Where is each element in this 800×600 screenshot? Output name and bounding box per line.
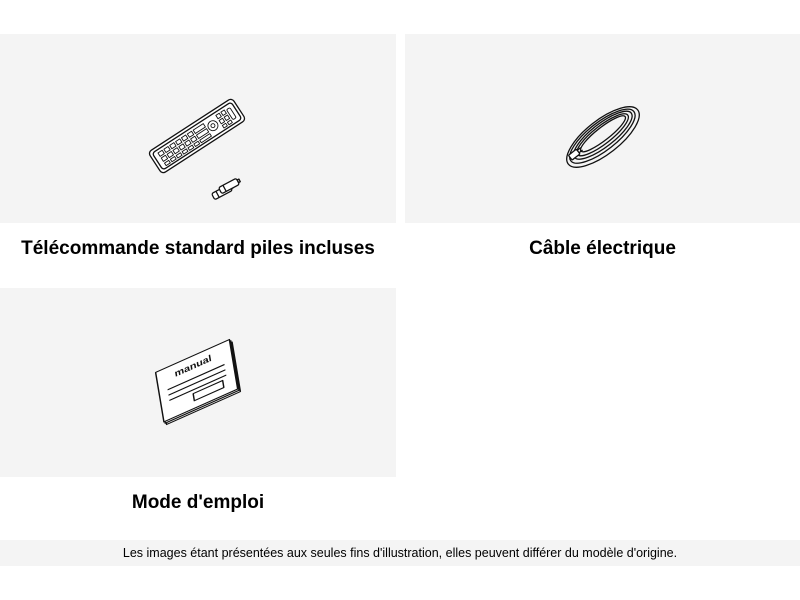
disclaimer-bar [0, 540, 800, 566]
caption-manual: Mode d'emploi [131, 492, 265, 513]
power-cable-icon [405, 34, 800, 223]
manual-tile [0, 288, 396, 477]
manual-cover-text: manual [173, 353, 213, 380]
remote-control-with-batteries-icon [0, 34, 396, 223]
caption-remote-control: Télécommande standard piles incluses [21, 238, 375, 259]
power-cable-tile [405, 34, 800, 223]
manual-booklet-icon [0, 288, 396, 477]
caption-power-cable: Câble électrique [529, 238, 676, 259]
remote-control-tile [0, 34, 396, 223]
disclaimer-text: Les images étant présentées aux seules fins d'illustration, elles peuvent différer du modèle d'origine. [122, 546, 678, 560]
